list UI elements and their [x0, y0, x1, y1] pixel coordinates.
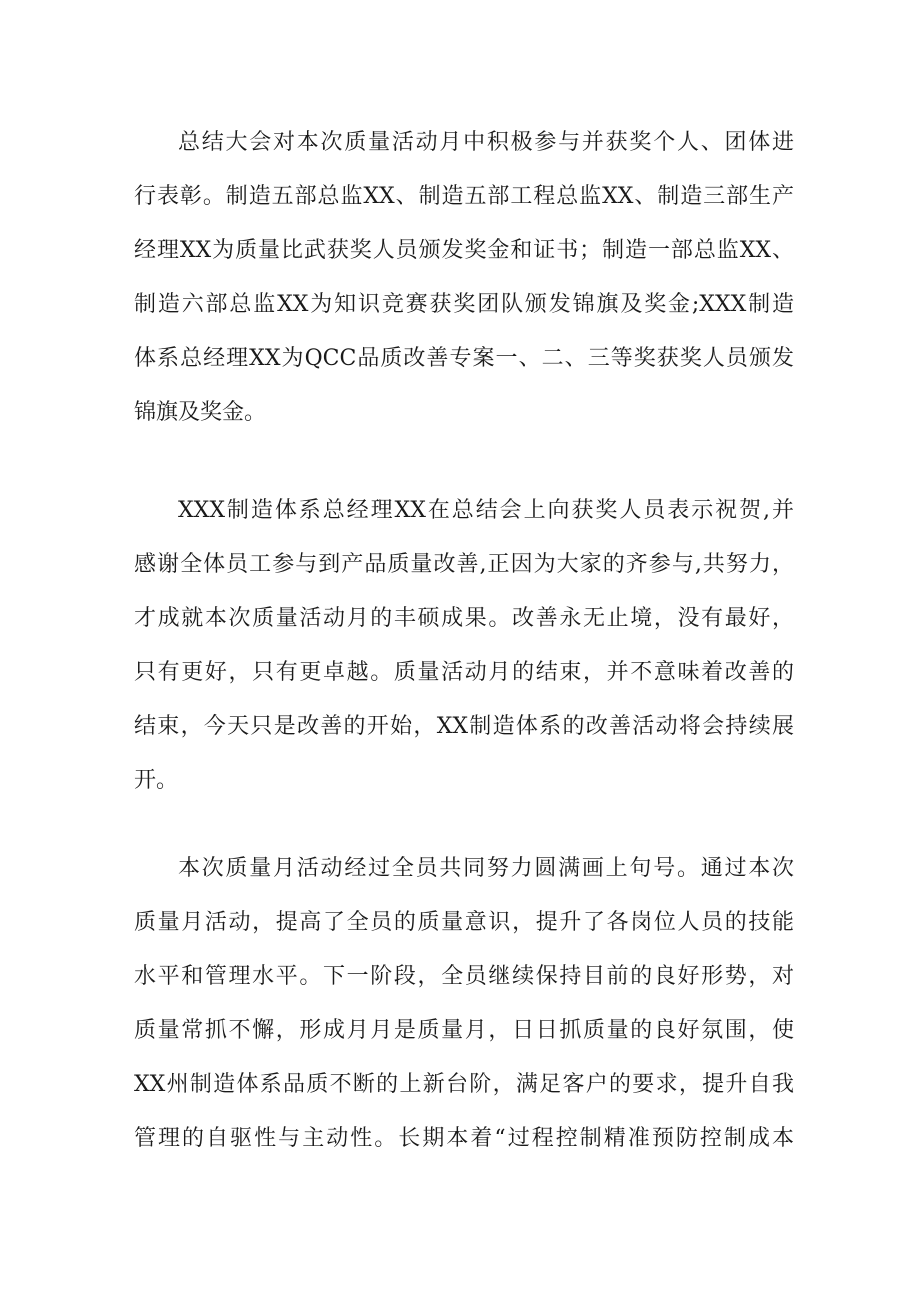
- text-line: 总结大会对本次质量活动月中积极参与并获奖个人、团体进: [178, 130, 794, 155]
- text-line: XX州制造体系品质不断的上新台阶，满足客户的要求，提升自我: [134, 1072, 794, 1097]
- paragraph-awards: [134, 116, 794, 440]
- paragraph-congratulations: [134, 484, 794, 808]
- text-line: 感谢全体员工参与到产品质量改善,正因为大家的齐参与,共努力，: [134, 552, 794, 577]
- text-line: XXX制造体系总经理XX在总结会上向获奖人员表示祝贺,并: [178, 498, 794, 523]
- text-line: 本次质量月活动经过全员共同努力圆满画上句号。通过本次: [178, 856, 794, 881]
- text-line: 质量常抓不懈，形成月月是质量月，日日抓质量的良好氛围，使: [134, 1018, 794, 1043]
- text-line: 质量月活动，提高了全员的质量意识，提升了各岗位人员的技能: [134, 910, 794, 935]
- text-line: 只有更好，只有更卓越。质量活动月的结束，并不意味着改善的: [134, 660, 794, 685]
- text-line: 水平和管理水平。下一阶段，全员继续保持目前的良好形势，对: [134, 964, 794, 989]
- text-line: 体系总经理XX为QCC品质改善专案一、二、三等奖获奖人员颁发: [134, 346, 794, 371]
- text-line: 开。: [134, 768, 179, 793]
- text-line: 行表彰。制造五部总监XX、制造五部工程总监XX、制造三部生产: [134, 184, 794, 209]
- paragraph-summary: [134, 842, 794, 1166]
- text-line: 结束，今天只是改善的开始，XX制造体系的改善活动将会持续展: [134, 714, 794, 739]
- text-line: 制造六部总监XX为知识竞赛获奖团队颁发锦旗及奖金;XXX制造: [134, 292, 794, 317]
- text-line: 锦旗及奖金。: [134, 400, 267, 425]
- text-line: 经理XX为质量比武获奖人员颁发奖金和证书；制造一部总监XX、: [134, 238, 794, 263]
- text-line: 管理的自驱性与主动性。长期本着“过程控制精准预防控制成本: [134, 1126, 794, 1151]
- text-line: 才成就本次质量活动月的丰硕成果。改善永无止境，没有最好，: [134, 606, 794, 631]
